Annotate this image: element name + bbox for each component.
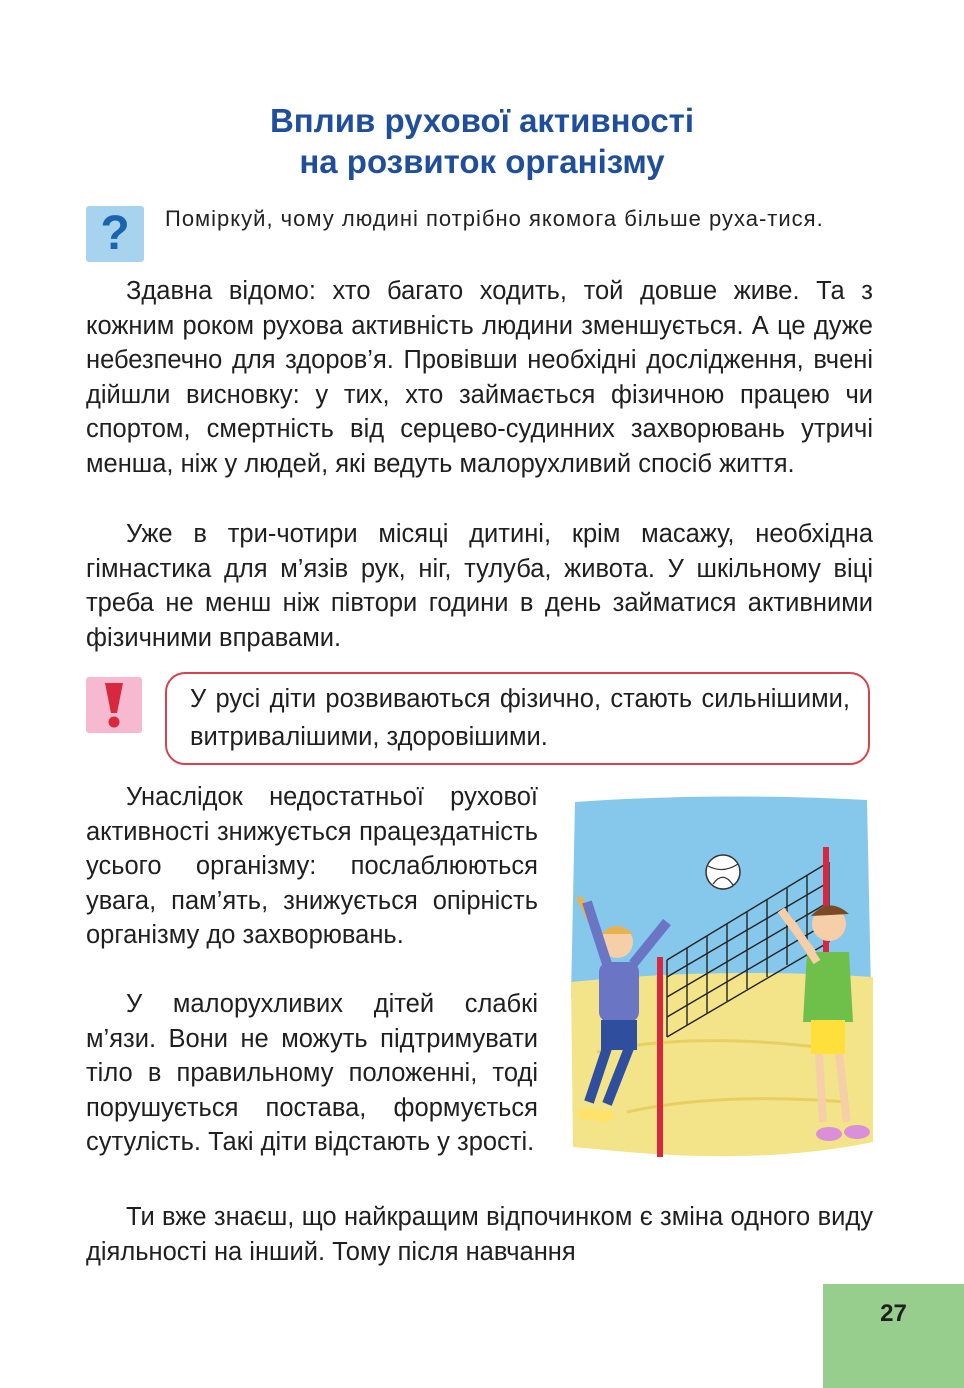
paragraph-5: Ти вже знаєш, що найкращим відпочинком є зміна одного виду діяльності на інший. Тому після навчання [86,1203,873,1266]
paragraph-1: Здавна відомо: хто багато ходить, той довше живе. Та з кожним роком рухова активність людини зменшується. А це дуже небезпечно для здоров’я. Провівши необхідні дослідження, вчені дійшли висновку: у тих, хто займається фізичною працею чи спортом, смертність від серцево-судинних захворювань утричі менша, ніж у людей, які ведуть малорухливий спосіб життя. [86,277,873,478]
page-number: 27 [880,1300,907,1327]
question-mark-icon [86,206,144,262]
children-playing-volleyball-illustration [567,792,877,1164]
question-symbol: ? [100,207,130,260]
title-line-2: на розвиток організму [299,143,665,180]
question-prompt: Поміркуй, чому людині потрібно якомога більше руха-тися. [165,206,824,231]
title-line-1: Вплив рухової активності [269,102,695,139]
exclamation-mark-icon [86,677,142,733]
paragraph-3: Унаслідок недостатньої рухової активності знижується працездатність усього організму: послаблюються увага, пам’ять, знижується опірність організму до захворювань. [86,783,538,949]
paragraph-2: Уже в три-чотири місяці дитині, крім масажу, необхідна гімнастика для м’язів рук, ніг, тулуба, живота. У шкільному віці треба не менш ніж півтори години в день займатися активними фізичними вправами. [86,520,873,652]
page-title [0,100,964,182]
note-text: У русі діти розвиваються фізично, стають сильнішими, витривалішими, здоровішими. [190,685,850,751]
paragraph-4: У малорухливих дітей слабкі м’язи. Вони не можуть підтримувати тіло в правильному положенні, тоді порушується постава, формується сутулість. Такі діти відстають у зрості. [86,990,538,1156]
